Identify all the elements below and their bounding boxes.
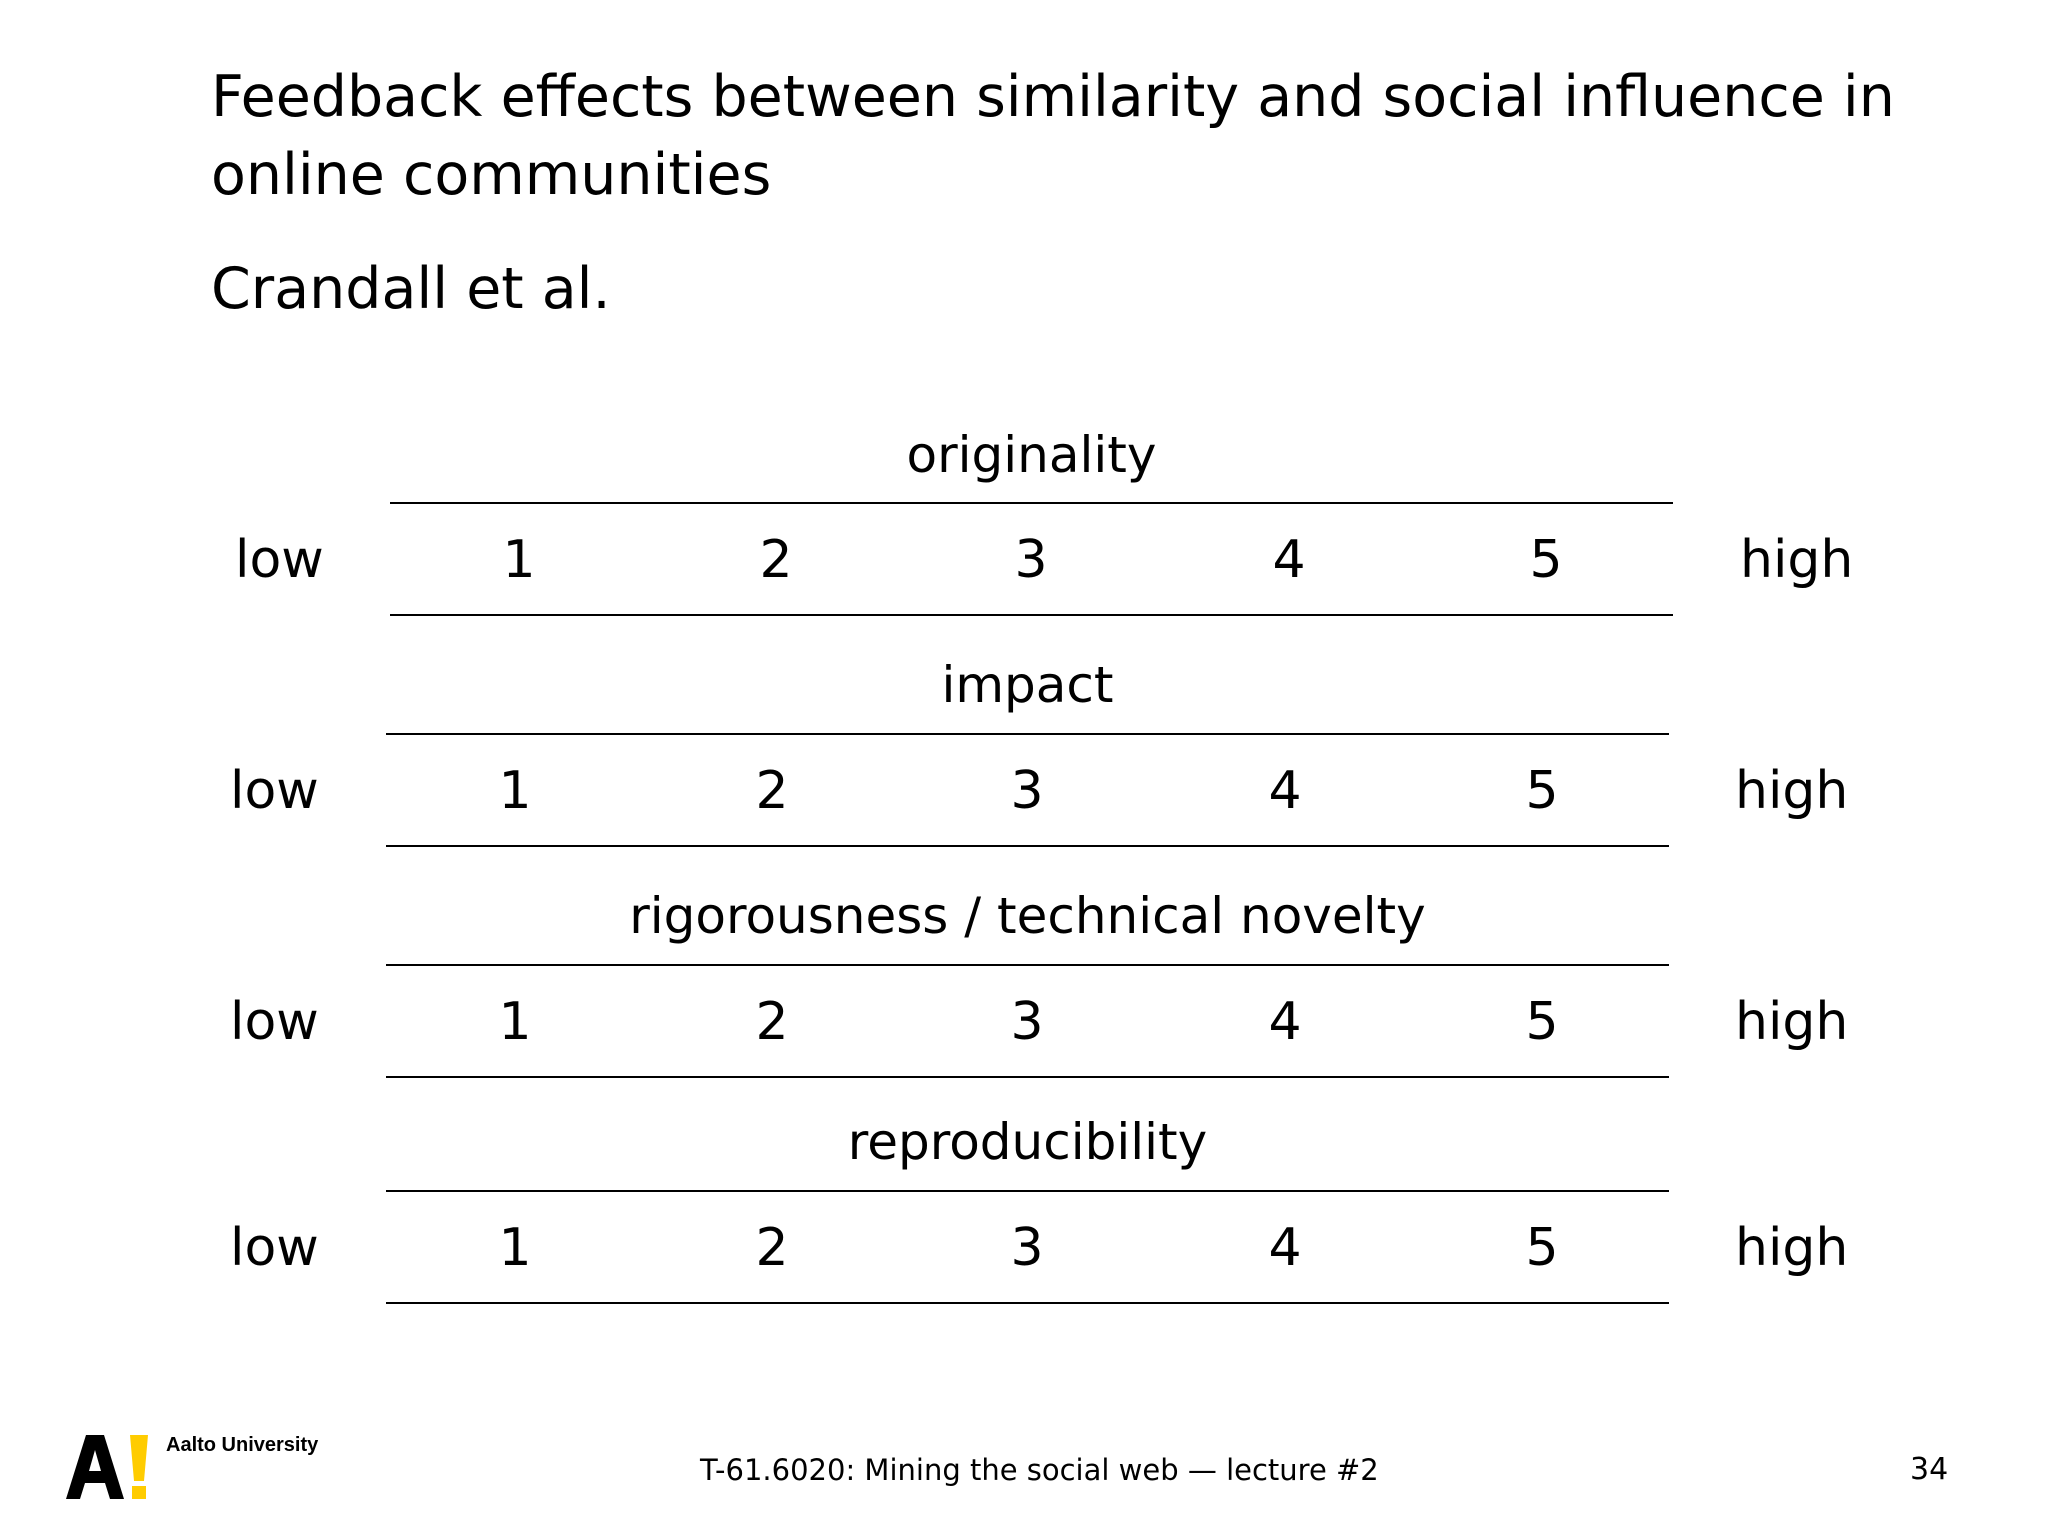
rating-scale-rigorousness	[0, 966, 2048, 1078]
scale-point-3: 3	[1010, 761, 1044, 821]
scale-rule-bottom	[386, 1076, 1669, 1078]
rating-scale-reproducibility	[0, 1192, 2048, 1304]
scale-point-3: 3	[1010, 1218, 1044, 1278]
aalto-logo-icon	[66, 1435, 156, 1499]
scale-point-4: 4	[1268, 992, 1302, 1052]
scale-heading-impact: impact	[941, 656, 1114, 714]
scale-point-1: 1	[498, 761, 532, 821]
scale-point-3: 3	[1014, 530, 1048, 590]
university-name: Aalto University	[166, 1434, 319, 1456]
scale-heading-reproducibility: reproducibility	[847, 1113, 1208, 1171]
scale-point-1: 1	[498, 992, 532, 1052]
scale-high-label: high	[1735, 761, 1849, 821]
scale-point-2: 2	[759, 530, 793, 590]
slide-title: Feedback effects between similarity and social influence in online communities	[211, 64, 1895, 208]
scale-high-label: high	[1740, 530, 1854, 590]
scale-point-4: 4	[1268, 1218, 1302, 1278]
scale-point-5: 5	[1529, 530, 1563, 590]
scale-rule-bottom	[390, 614, 1673, 616]
scale-point-5: 5	[1525, 1218, 1559, 1278]
scale-point-1: 1	[502, 530, 536, 590]
scale-point-2: 2	[755, 761, 789, 821]
slide-author: Crandall et al.	[211, 256, 611, 322]
logo-exclamation-bar	[130, 1435, 148, 1481]
scale-rule-bottom	[386, 1302, 1669, 1304]
scale-point-3: 3	[1010, 992, 1044, 1052]
scale-low-label: low	[230, 1218, 319, 1278]
scale-low-label: low	[230, 761, 319, 821]
rating-scale-impact	[0, 735, 2048, 847]
scale-rule-bottom	[386, 845, 1669, 847]
scale-low-label: low	[230, 992, 319, 1052]
scale-point-2: 2	[755, 1218, 789, 1278]
scale-heading-originality: originality	[906, 426, 1157, 484]
scale-point-5: 5	[1525, 761, 1559, 821]
footer-course-title: T-61.6020: Mining the social web — lecture #2	[700, 1453, 1379, 1487]
scale-point-5: 5	[1525, 992, 1559, 1052]
scale-low-label: low	[235, 530, 324, 590]
scale-high-label: high	[1735, 1218, 1849, 1278]
scale-heading-rigorousness: rigorousness / technical novelty	[629, 887, 1426, 945]
scale-point-2: 2	[755, 992, 789, 1052]
scale-point-4: 4	[1268, 761, 1302, 821]
scale-high-label: high	[1735, 992, 1849, 1052]
logo-exclamation-dot	[132, 1486, 146, 1499]
rating-scale-originality	[0, 504, 2048, 616]
page-number: 34	[1910, 1452, 1949, 1487]
scale-point-4: 4	[1272, 530, 1306, 590]
scale-point-1: 1	[498, 1218, 532, 1278]
